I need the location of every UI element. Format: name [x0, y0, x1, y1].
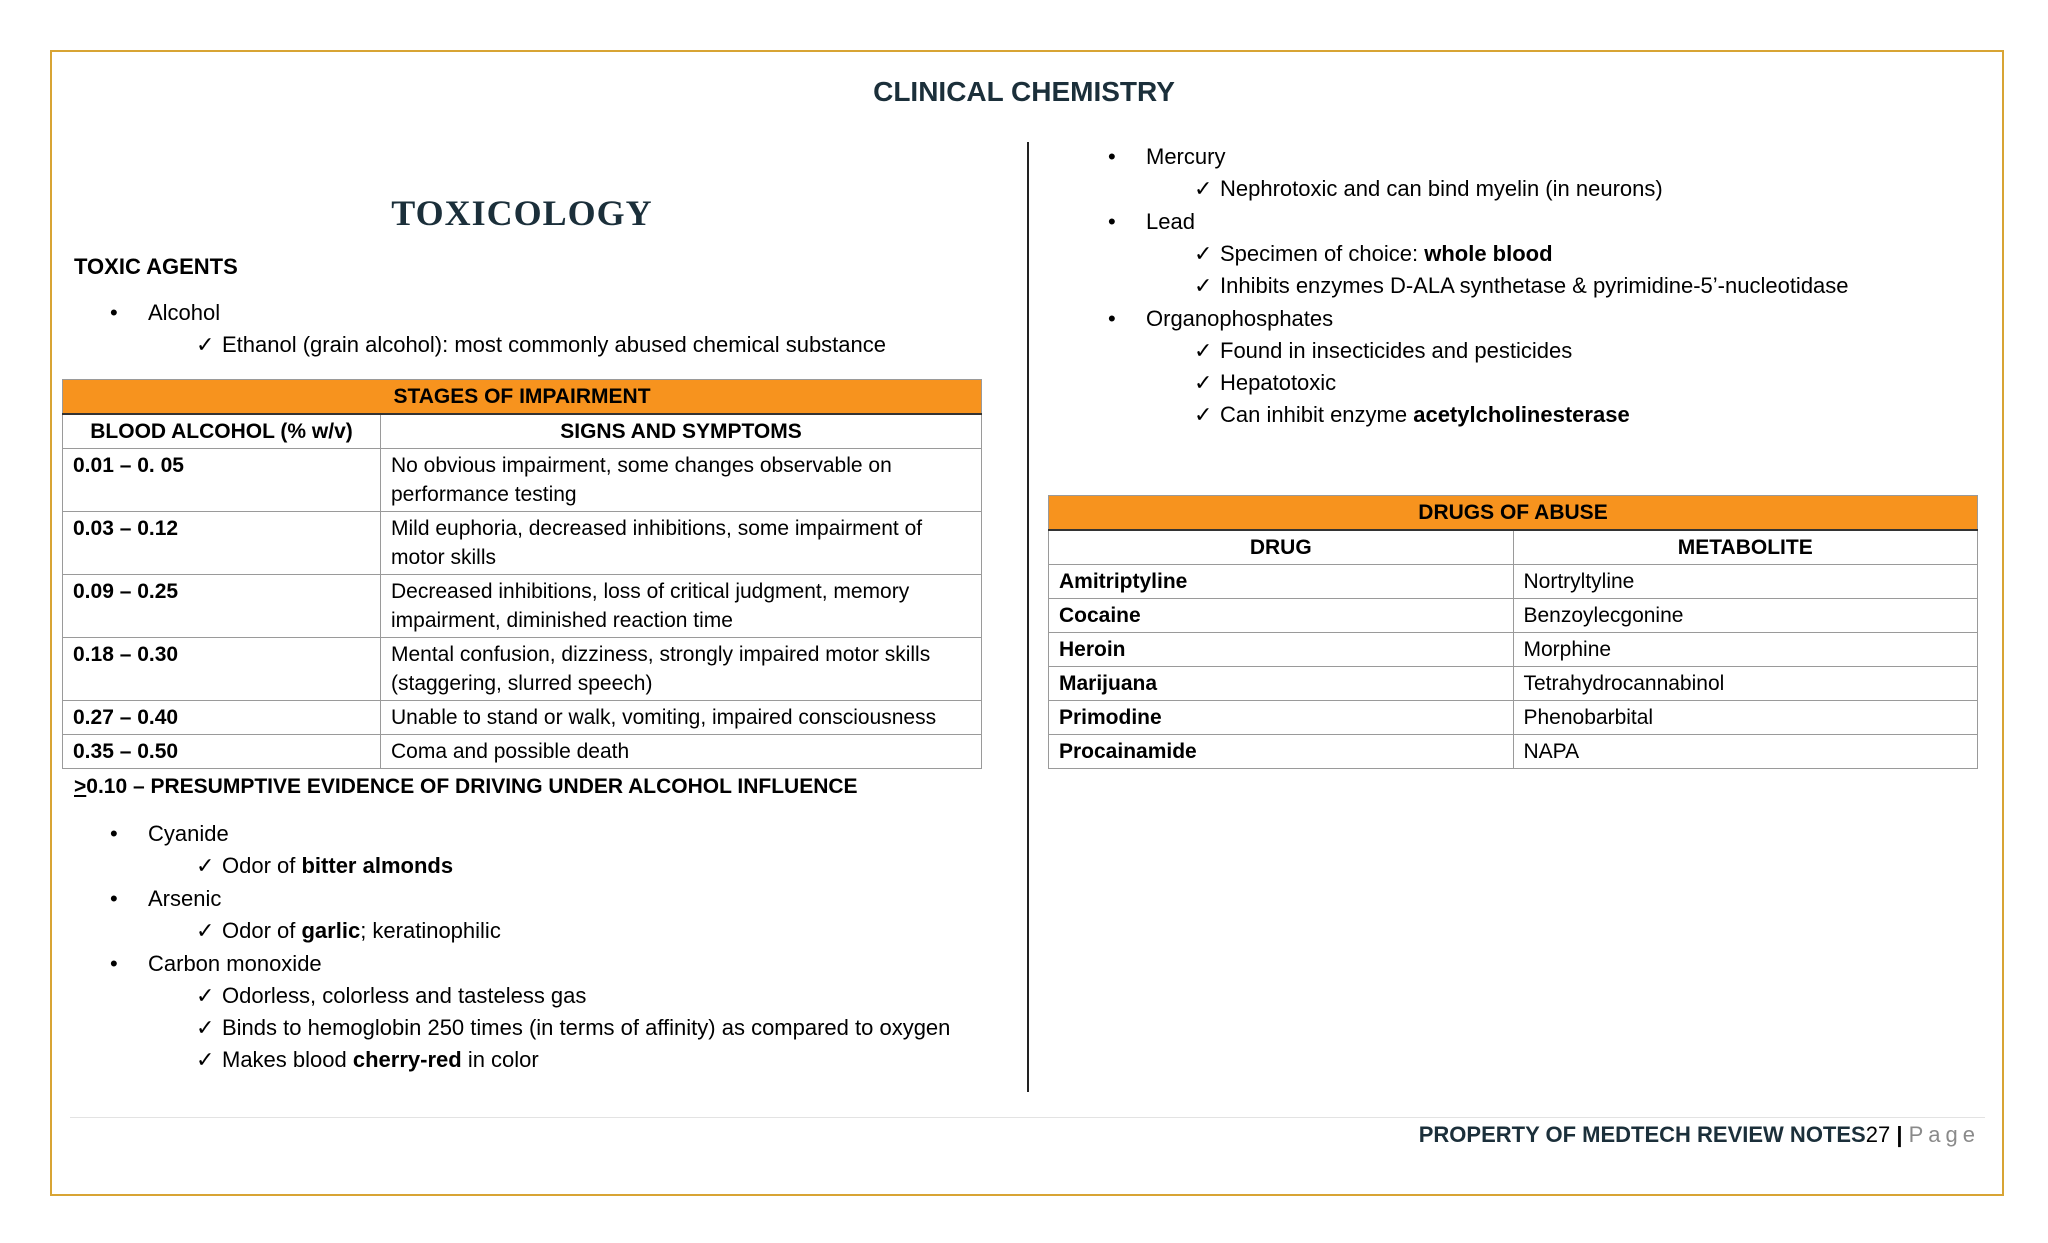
- check-icon: ✓: [196, 1047, 215, 1072]
- list-item: ✓ Odor of bitter almonds: [148, 850, 982, 882]
- list-item: ✓ Nephrotoxic and can bind myelin (in neurons): [1146, 173, 1978, 205]
- page-word: Page: [1908, 1122, 1980, 1147]
- list-item: • Carbon monoxide ✓ Odorless, colorless and tasteless gas ✓ Binds to hemoglobin 250 times (in terms of affinity) as compared to oxygen ✓ Makes blood cherry-red in color: [62, 947, 982, 1076]
- page-number: 27: [1865, 1122, 1891, 1147]
- table-row: Heroin Morphine: [1049, 633, 1978, 667]
- list-item: ✓ Ethanol (grain alcohol): most commonly abused chemical substance: [148, 329, 982, 361]
- table-row: 0.18 – 0.30 Mental confusion, dizziness, strongly impaired motor skills (staggering, slurred speech): [63, 638, 982, 701]
- table-header: METABOLITE: [1513, 530, 1978, 565]
- column-divider: [1027, 142, 1029, 1092]
- alcohol-list: [62, 296, 982, 361]
- list-item: • Cyanide ✓ Odor of bitter almonds: [62, 817, 982, 882]
- dui-note: >0.10 – PRESUMPTIVE EVIDENCE OF DRIVING UNDER ALCOHOL INFLUENCE: [74, 775, 858, 798]
- check-icon: ✓: [1194, 370, 1213, 395]
- check-icon: ✓: [196, 853, 215, 878]
- list-item: ✓ Specimen of choice: whole blood: [1146, 238, 1978, 270]
- right-column: [1048, 140, 1978, 769]
- page-header: CLINICAL CHEMISTRY: [873, 76, 1175, 107]
- table-row: 0.35 – 0.50 Coma and possible death: [63, 735, 982, 769]
- table-caption: DRUGS OF ABUSE: [1049, 496, 1978, 531]
- table-row: Cocaine Benzoylecgonine: [1049, 599, 1978, 633]
- check-icon: ✓: [196, 1015, 215, 1040]
- table-row: Primodine Phenobarbital: [1049, 701, 1978, 735]
- list-item: ✓ Can inhibit enzyme acetylcholinesterase: [1146, 399, 1978, 431]
- left-column: [62, 182, 982, 1076]
- table-row: 0.09 – 0.25 Decreased inhibitions, loss of critical judgment, memory impairment, diminished reaction time: [63, 575, 982, 638]
- table-header: SIGNS AND SYMPTOMS: [381, 414, 982, 449]
- table-header: DRUG: [1049, 530, 1514, 565]
- list-item: ✓ Binds to hemoglobin 250 times (in terms of affinity) as compared to oxygen: [148, 1012, 982, 1044]
- check-icon: ✓: [1194, 176, 1213, 201]
- table-row: Procainamide NAPA: [1049, 735, 1978, 769]
- section-title: TOXIC AGENTS: [74, 254, 238, 279]
- list-item: • Mercury ✓ Nephrotoxic and can bind myelin (in neurons): [1060, 140, 1978, 205]
- list-item: ✓ Inhibits enzymes D-ALA synthetase & pyrimidine-5’-nucleotidase: [1146, 270, 1978, 302]
- list-item: ✓ Makes blood cherry-red in color: [148, 1044, 982, 1076]
- list-item: • Arsenic ✓ Odor of garlic; keratinophilic: [62, 882, 982, 947]
- impairment-table: [62, 379, 982, 769]
- check-icon: ✓: [196, 332, 215, 357]
- table-row: 0.01 – 0. 05 No obvious impairment, some changes observable on performance testing: [63, 449, 982, 512]
- footer-property: PROPERTY OF MEDTECH REVIEW NOTES: [1418, 1122, 1866, 1147]
- table-caption: STAGES OF IMPAIRMENT: [63, 380, 982, 415]
- list-item: ✓ Hepatotoxic: [1146, 367, 1978, 399]
- toxic-agents-list: [62, 817, 982, 1076]
- heavy-metals-list: [1060, 140, 1978, 431]
- check-icon: ✓: [196, 983, 215, 1008]
- check-icon: ✓: [196, 918, 215, 943]
- list-item: • Alcohol ✓ Ethanol (grain alcohol): most commonly abused chemical substance: [62, 296, 982, 361]
- drugs-table: [1048, 495, 1978, 769]
- table-header: BLOOD ALCOHOL (% w/v): [63, 414, 381, 449]
- list-item: ✓ Found in insecticides and pesticides: [1146, 335, 1978, 367]
- check-icon: ✓: [1194, 241, 1213, 266]
- table-row: Marijuana Tetrahydrocannabinol: [1049, 667, 1978, 701]
- check-icon: ✓: [1194, 402, 1213, 427]
- list-item: • Lead ✓ Specimen of choice: whole blood ✓ Inhibits enzymes D-ALA synthetase & pyrimidine-5’-nucleotidase: [1060, 205, 1978, 302]
- table-row: 0.03 – 0.12 Mild euphoria, decreased inhibitions, some impairment of motor skills: [63, 512, 982, 575]
- check-icon: ✓: [1194, 273, 1213, 298]
- footer-rule: [70, 1117, 1985, 1118]
- list-item: ✓ Odor of garlic; keratinophilic: [148, 915, 982, 947]
- table-row: 0.27 – 0.40 Unable to stand or walk, vomiting, impaired consciousness: [63, 701, 982, 735]
- page-title: TOXICOLOGY: [391, 193, 653, 233]
- page-footer: PROPERTY OF MEDTECH REVIEW NOTES27 | Page: [1418, 1122, 1980, 1147]
- table-row: Amitriptyline Nortryltyline: [1049, 565, 1978, 599]
- list-item: ✓ Odorless, colorless and tasteless gas: [148, 980, 982, 1012]
- check-icon: ✓: [1194, 338, 1213, 363]
- list-item: • Organophosphates ✓ Found in insecticides and pesticides ✓ Hepatotoxic ✓ Can inhibit enzyme acetylcholinesterase: [1060, 302, 1978, 431]
